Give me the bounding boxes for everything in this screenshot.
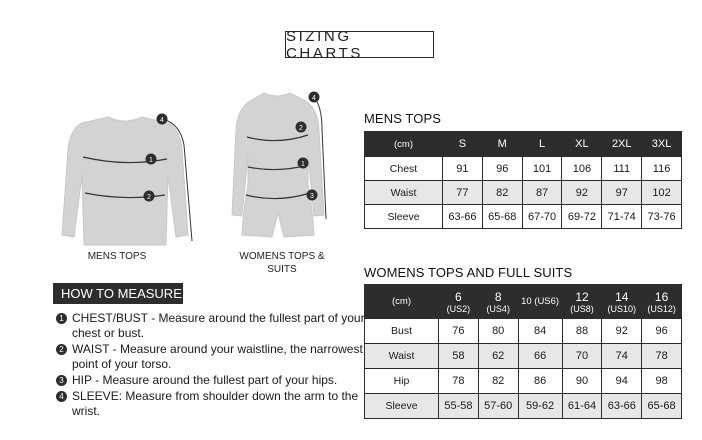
table-cell: 76 — [439, 319, 479, 344]
table-cell: 66 — [518, 344, 562, 369]
step-text: SLEEVE: Measure from shoulder down the arm to the wrist. — [72, 389, 359, 418]
row-label: Hip — [365, 369, 439, 394]
table-cell: 92 — [602, 319, 642, 344]
size-us: (US2) — [446, 303, 471, 314]
mens-table-title: MENS TOPS — [364, 111, 441, 126]
size-us: (US10) — [607, 303, 637, 314]
womens-marker-1-label: 1 — [301, 161, 305, 168]
womens-suit-figure — [222, 85, 332, 250]
size-main: 6 — [455, 289, 462, 304]
table-cell: 55-58 — [439, 394, 479, 419]
table-cell: 65-68 — [482, 205, 522, 229]
table-cell: 111 — [602, 157, 642, 181]
table-cell: 102 — [642, 181, 682, 205]
womens-size-header — [562, 285, 602, 319]
table-cell: 59-62 — [518, 394, 562, 419]
mens-marker-2-label: 2 — [147, 194, 151, 201]
size-main: 8 — [494, 289, 502, 304]
womens-table-title: WOMENS TOPS AND FULL SUITS — [364, 265, 573, 280]
mens-figure-label: MENS TOPS — [87, 251, 147, 262]
mens-size-header: XL — [562, 132, 602, 157]
step-number-badge: 3 — [56, 375, 67, 386]
table-cell: 82 — [482, 181, 522, 205]
womens-figure-label-line2: SUITS — [267, 264, 297, 275]
mens-header-row — [365, 132, 682, 157]
table-cell: 80 — [478, 319, 518, 344]
womens-row-waist — [365, 344, 682, 369]
row-label: Sleeve — [365, 394, 439, 419]
table-cell: 90 — [562, 369, 602, 394]
table-cell: 88 — [562, 319, 602, 344]
table-cell: 101 — [522, 157, 562, 181]
row-label: Chest — [365, 157, 443, 181]
measure-step — [56, 342, 376, 372]
step-number-badge: 4 — [56, 391, 67, 402]
womens-unit-header: (cm) — [365, 285, 439, 319]
measure-step — [56, 311, 376, 341]
step-number-badge: 2 — [56, 344, 67, 355]
row-label: Sleeve — [365, 205, 443, 229]
mens-size-header: S — [443, 132, 483, 157]
step-text: HIP - Measure around the fullest part of your hips. — [72, 373, 338, 387]
womens-size-header — [602, 285, 642, 319]
mens-size-header: L — [522, 132, 562, 157]
table-cell: 87 — [522, 181, 562, 205]
step-text: WAIST - Measure around your waistline, the narrowest point of your torso. — [72, 342, 363, 371]
mens-size-table — [364, 131, 682, 229]
how-to-measure-heading: HOW TO MEASURE — [53, 283, 183, 304]
table-cell: 78 — [439, 369, 479, 394]
row-label: Bust — [365, 319, 439, 344]
womens-row-sleeve — [365, 394, 682, 419]
womens-row-bust — [365, 319, 682, 344]
measure-step — [56, 373, 376, 388]
table-cell: 61-64 — [562, 394, 602, 419]
womens-size-header — [478, 285, 518, 319]
table-cell: 62 — [478, 344, 518, 369]
mens-row-chest — [365, 157, 682, 181]
mens-row-waist — [365, 181, 682, 205]
table-cell: 92 — [562, 181, 602, 205]
step-text: CHEST/BUST - Measure around the fullest part of your chest or bust. — [72, 311, 365, 340]
table-cell: 116 — [642, 157, 682, 181]
womens-suit-shape — [232, 93, 324, 237]
table-cell: 65-68 — [642, 394, 682, 419]
table-cell: 98 — [642, 369, 682, 394]
womens-header-row — [365, 285, 682, 319]
womens-marker-3-label: 3 — [310, 193, 314, 200]
step-number-badge: 1 — [56, 313, 67, 324]
mens-size-header: 2XL — [602, 132, 642, 157]
womens-figure-label — [232, 250, 332, 276]
row-label: Waist — [365, 181, 443, 205]
page-title: SIZING CHARTS — [285, 31, 434, 58]
womens-size-header — [439, 285, 479, 319]
table-cell: 67-70 — [522, 205, 562, 229]
table-cell: 63-66 — [443, 205, 483, 229]
table-cell: 94 — [602, 369, 642, 394]
measure-steps — [56, 311, 376, 420]
mens-marker-4-label: 4 — [160, 117, 164, 124]
table-cell: 70 — [562, 344, 602, 369]
mens-marker-1-label: 1 — [149, 157, 153, 164]
mens-top-shape — [62, 117, 188, 245]
mens-row-sleeve — [365, 205, 682, 229]
table-cell: 71-74 — [602, 205, 642, 229]
size-main: 14 — [615, 289, 629, 304]
table-cell: 106 — [562, 157, 602, 181]
size-us: (US12) — [647, 303, 676, 314]
mens-size-header: 3XL — [642, 132, 682, 157]
table-cell: 69-72 — [562, 205, 602, 229]
size-main: 16 — [654, 289, 669, 304]
measure-step — [56, 389, 376, 419]
table-cell: 77 — [443, 181, 483, 205]
womens-size-table — [364, 284, 682, 419]
table-cell: 63-66 — [602, 394, 642, 419]
womens-size-header — [642, 285, 682, 319]
size-main: 12 — [575, 289, 589, 304]
table-cell: 78 — [642, 344, 682, 369]
table-cell: 91 — [443, 157, 483, 181]
table-cell: 96 — [482, 157, 522, 181]
table-cell: 96 — [642, 319, 682, 344]
table-cell: 97 — [602, 181, 642, 205]
size-us: (US4) — [486, 303, 510, 314]
table-cell: 57-60 — [478, 394, 518, 419]
mens-top-figure — [50, 95, 200, 255]
womens-marker-4-label: 4 — [312, 95, 316, 102]
table-cell: 73-76 — [642, 205, 682, 229]
mens-size-header: M — [482, 132, 522, 157]
table-cell: 84 — [518, 319, 562, 344]
mens-unit-header: (cm) — [365, 132, 443, 157]
row-label: Waist — [365, 344, 439, 369]
table-cell: 82 — [478, 369, 518, 394]
size-us: (US8) — [570, 303, 594, 314]
womens-figure-label-line1: WOMENS TOPS & — [239, 251, 325, 262]
table-cell: 74 — [602, 344, 642, 369]
womens-marker-2-label: 2 — [299, 125, 303, 132]
womens-size-header: 10 (US6) — [518, 285, 562, 319]
table-cell: 58 — [439, 344, 479, 369]
womens-row-hip — [365, 369, 682, 394]
table-cell: 86 — [518, 369, 562, 394]
